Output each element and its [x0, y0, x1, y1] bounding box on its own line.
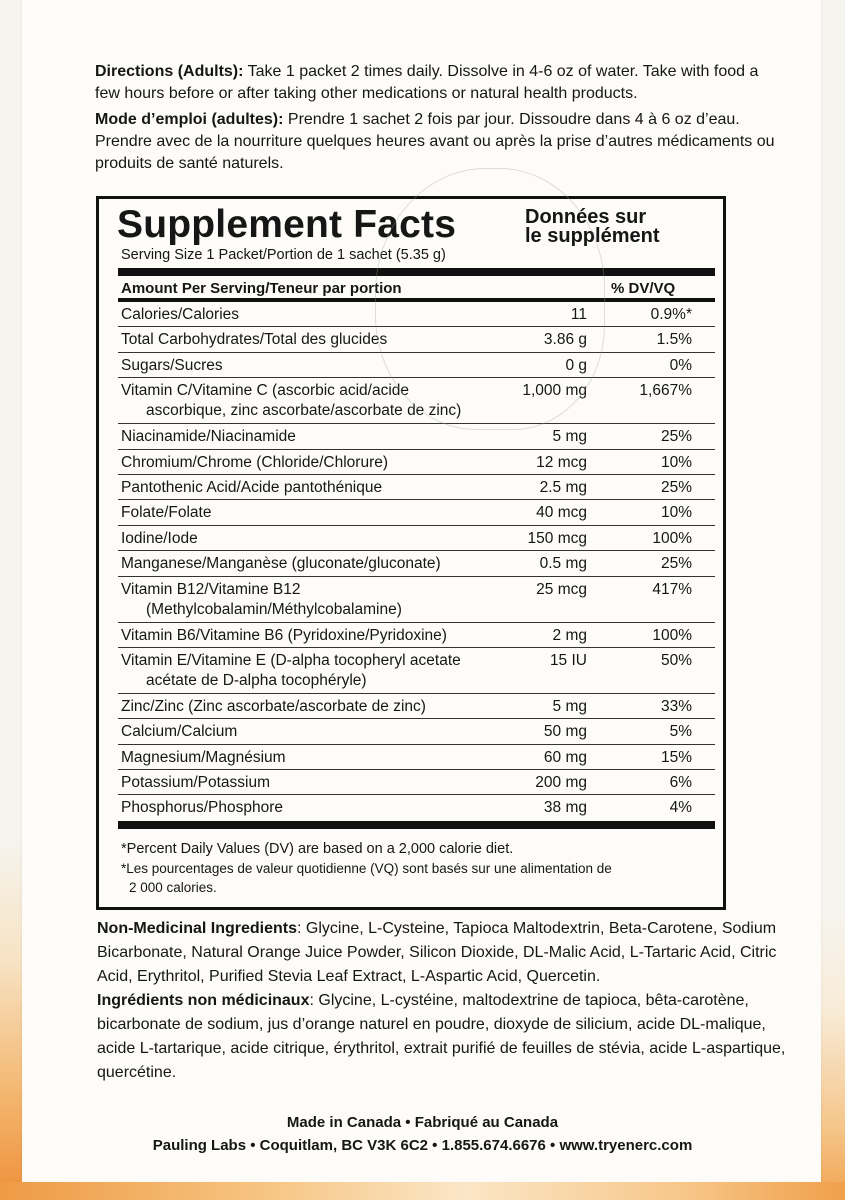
nutrient-name — [121, 626, 521, 646]
nutrient-row — [118, 551, 715, 576]
company-contact: Pauling Labs • Coquitlam, BC V3K 6C2 • 1.855.674.6676 • www.tryenerc.com — [152, 1137, 693, 1154]
nutrient-name-line1: Potassium/Potassium — [121, 774, 271, 792]
nutrient-dv: 10% — [660, 453, 692, 471]
box-edge-right — [817, 0, 845, 1200]
nutrient-amount: 1,000 mg — [522, 382, 587, 400]
nutrient-name-line1: Folate/Folate — [121, 504, 212, 522]
nutrient-name — [121, 330, 521, 350]
nutrient-name — [121, 356, 521, 376]
nutrient-row — [118, 424, 715, 449]
nutrient-row — [118, 378, 715, 424]
nutrient-row — [118, 648, 715, 694]
nutrient-name-line1: Chromium/Chrome (Chloride/Chlorure) — [121, 453, 389, 471]
thick-rule — [118, 268, 715, 276]
facts-title-fr — [525, 208, 659, 246]
nutrient-name-line2: ascorbique, zinc ascorbate/ascorbate de zinc) — [146, 402, 462, 420]
nutrient-name-line1: Pantothenic Acid/Acide pantothénique — [121, 478, 383, 496]
nutrient-amount: 40 mcg — [536, 504, 587, 522]
nutrient-dv: 15% — [660, 748, 692, 766]
nutrient-amount: 0.5 mg — [539, 555, 587, 573]
nutrient-name — [121, 773, 521, 793]
directions-fr — [95, 109, 775, 175]
nutrient-name — [121, 798, 521, 818]
dv-header-label: % DV/VQ — [611, 280, 676, 297]
nutrient-name — [121, 381, 521, 421]
nutrient-name — [121, 503, 521, 523]
nutrient-amount: 12 mcg — [536, 453, 587, 471]
box-edge-left — [0, 0, 24, 1200]
footnote-fr-2: 2 000 calories. — [129, 880, 217, 895]
nutrient-dv: 25% — [660, 478, 692, 496]
nutrient-dv: 10% — [660, 504, 692, 522]
nutrient-dv: 0.9%* — [650, 306, 692, 323]
directions-en-label: Directions (Adults): — [95, 63, 244, 80]
directions-en-text: Take 1 packet 2 times daily. Dissolve in 4-6 oz of water. Take with food a few hours before or after taking other medications or natural health products. — [95, 63, 759, 102]
ingredients-en-label: Non-Medicinal Ingredients — [97, 920, 298, 937]
nutrient-name-line1: Total Carbohydrates/Total des glucides — [121, 331, 388, 349]
ingredients-fr-text: : Glycine, L-cystéine, maltodextrine de tapioca, bêta-carotène, bicarbonate de sodium, jus d’orange naturel en poudre, dioxyde de silicium, acide DL-malique, acide L-tartarique, acide citrique, érythritol, extrait purifié de feuilles de stévia, acide L-aspartique, quercétine. — [97, 992, 786, 1081]
nutrient-dv: 25% — [660, 428, 692, 446]
nutrient-row — [118, 770, 715, 795]
nutrient-name-line1: Magnesium/Magnésium — [121, 748, 286, 766]
nutrient-dv: 1,667% — [639, 382, 692, 400]
nutrient-dv: 0% — [669, 356, 692, 374]
footnote-en: *Percent Daily Values (DV) are based on a 2,000 calorie diet. — [121, 841, 514, 857]
nutrient-name — [121, 580, 521, 620]
nutrient-name — [121, 427, 521, 447]
nutrient-row — [118, 577, 715, 623]
nutrient-name — [121, 478, 521, 498]
nutrient-name — [121, 554, 521, 574]
nutrient-amount: 200 mg — [535, 774, 587, 792]
ingredients-section — [97, 917, 787, 1085]
amount-header-label: Amount Per Serving/Teneur par portion — [121, 280, 402, 297]
nutrient-name-line2: acétate de D-alpha tocophéryle) — [146, 671, 367, 689]
nutrient-amount: 60 mg — [543, 748, 587, 766]
supplement-facts-panel — [96, 196, 726, 910]
nutrient-name — [121, 529, 521, 549]
ingredients-fr-label: Ingrédients non médicinaux — [97, 992, 310, 1009]
facts-title-fr-line1: Données sur — [525, 206, 647, 228]
nutrient-name — [121, 748, 521, 768]
nutrient-dv: 33% — [660, 697, 692, 715]
nutrient-name — [121, 453, 521, 473]
nutrient-name-line1: Vitamin B6/Vitamine B6 (Pyridoxine/Pyridoxine) — [121, 626, 447, 644]
ingredients-fr — [97, 989, 787, 1085]
directions-section — [95, 61, 775, 179]
nutrient-row — [118, 450, 715, 475]
nutrient-dv: 1.5% — [656, 331, 692, 349]
nutrient-amount: 38 mg — [543, 799, 587, 817]
nutrient-amount: 0 g — [565, 356, 587, 374]
nutrient-amount: 150 mcg — [527, 529, 587, 547]
nutrient-name-line1: Zinc/Zinc (Zinc ascorbate/ascorbate de zinc) — [121, 697, 426, 715]
facts-heading — [117, 203, 715, 247]
nutrient-dv: 5% — [669, 723, 692, 741]
nutrient-amount: 2 mg — [552, 626, 587, 644]
nutrient-name-line1: Vitamin B12/Vitamine B12 — [121, 580, 301, 598]
nutrient-name — [121, 651, 521, 691]
nutrient-dv: 4% — [669, 799, 692, 817]
nutrient-name-line1: Manganese/Manganèse (gluconate/gluconate) — [121, 555, 441, 573]
nutrient-row — [118, 526, 715, 551]
nutrient-row — [118, 475, 715, 500]
nutrient-row — [118, 694, 715, 719]
nutrient-name-line1: Calories/Calories — [121, 306, 240, 323]
nutrient-name — [121, 697, 521, 717]
nutrient-amount: 5 mg — [552, 697, 587, 715]
nutrient-amount: 15 IU — [549, 651, 587, 669]
box-edge-bottom — [0, 1182, 845, 1200]
nutrient-row — [118, 745, 715, 770]
directions-fr-label: Mode d’emploi (adultes): — [95, 111, 284, 128]
nutrient-row — [118, 353, 715, 378]
facts-title-en: Supplement Facts — [117, 203, 457, 246]
nutrient-name — [121, 305, 521, 325]
nutrient-dv: 100% — [652, 626, 692, 644]
nutrient-name-line1: Iodine/Iode — [121, 529, 198, 547]
nutrient-dv: 100% — [652, 529, 692, 547]
footnote-fr-1: *Les pourcentages de valeur quotidienne (VQ) sont basés sur une alimentation de — [121, 861, 612, 876]
nutrient-row — [118, 302, 715, 327]
nutrient-name — [121, 722, 521, 742]
ingredients-en-text: : Glycine, L-Cysteine, Tapioca Maltodextrin, Beta-Carotene, Sodium Bicarbonate, Natural Orange Juice Powder, Silicon Dioxide, DL-Malic Acid, L-Tartaric Acid, Citric Acid, Erythritol, Purified Stevia Leaf Extract, L-Aspartic Acid, Quercetin. — [97, 920, 777, 985]
nutrient-amount: 5 mg — [552, 428, 587, 446]
nutrient-name-line1: Vitamin C/Vitamine C (ascorbic acid/acide — [121, 382, 410, 400]
nutrient-dv: 6% — [669, 774, 692, 792]
nutrient-row — [118, 719, 715, 744]
nutrient-name-line1: Sugars/Sucres — [121, 356, 223, 374]
nutrient-row — [118, 500, 715, 525]
nutrient-row — [118, 795, 715, 820]
nutrient-name-line1: Calcium/Calcium — [121, 723, 238, 741]
nutrient-row — [118, 623, 715, 648]
nutrient-dv: 25% — [660, 555, 692, 573]
nutrient-amount: 25 mcg — [536, 580, 587, 598]
nutrient-dv: 50% — [660, 651, 692, 669]
facts-title-fr-line2: le supplément — [525, 225, 660, 247]
footnotes — [121, 839, 713, 897]
nutrient-row — [118, 327, 715, 352]
made-in-canada: Made in Canada • Fabriqué au Canada — [286, 1114, 559, 1131]
directions-en — [95, 61, 775, 105]
ingredients-en — [97, 917, 787, 989]
nutrient-name-line2: (Methylcobalamin/Méthylcobalamine) — [146, 600, 402, 618]
nutrient-amount: 50 mg — [543, 723, 587, 741]
nutrient-amount: 2.5 mg — [539, 478, 587, 496]
nutrient-rows — [118, 302, 715, 821]
nutrient-name-line1: Vitamin E/Vitamine E (D-alpha tocopheryl acetate — [121, 651, 461, 669]
nutrient-name-line1: Phosphorus/Phosphore — [121, 799, 284, 817]
nutrient-name-line1: Niacinamide/Niacinamide — [121, 428, 296, 446]
nutrient-amount: 3.86 g — [543, 331, 587, 349]
nutrient-dv: 417% — [652, 580, 692, 598]
directions-fr-text: Prendre 1 sachet 2 fois par jour. Dissoudre dans 4 à 6 oz d’eau. Prendre avec de la nourriture quelques heures avant ou après la prise d’autres médicaments ou produits de santé naturels. — [95, 111, 775, 172]
serving-size: Serving Size 1 Packet/Portion de 1 sachet (5.35 g) — [121, 247, 446, 263]
nutrient-amount: 11 — [570, 306, 587, 323]
thick-rule-bottom — [118, 821, 715, 829]
